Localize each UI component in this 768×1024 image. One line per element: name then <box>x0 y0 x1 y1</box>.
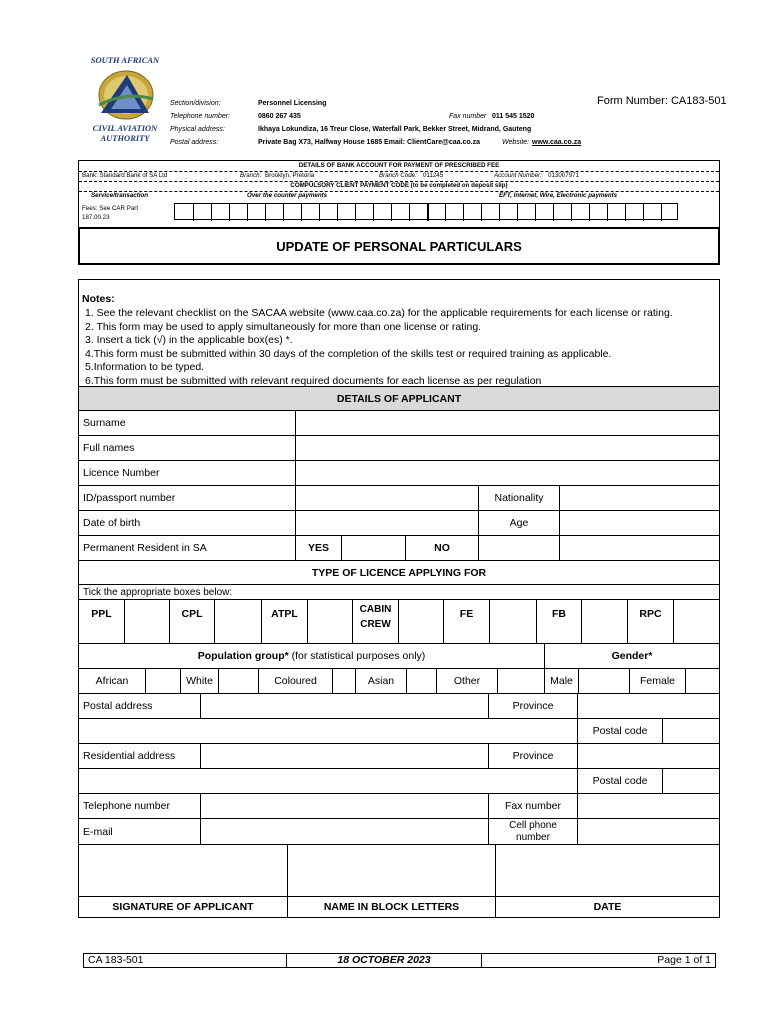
fax-label: Fax number <box>449 113 487 120</box>
asian-checkbox[interactable] <box>407 669 437 694</box>
yes-label: YES <box>296 536 342 561</box>
postal-code-input[interactable] <box>663 719 719 744</box>
payment-code-digit-box[interactable] <box>301 204 302 221</box>
residential-postal-code-label: Postal code <box>578 769 663 794</box>
signature-label: SIGNATURE OF APPLICANT <box>79 897 288 917</box>
permanent-resident-label: Permanent Resident in SA <box>79 536 296 561</box>
resident-blank <box>560 536 719 561</box>
logo-emblem-icon <box>91 65 161 125</box>
title-box <box>78 227 720 265</box>
population-label-bold: Population group* <box>197 650 289 662</box>
payment-code-digit-box[interactable] <box>499 204 500 221</box>
fb-checkbox[interactable] <box>582 600 628 644</box>
no-checkbox[interactable] <box>479 536 560 561</box>
telephone-label: Telephone number <box>79 794 201 819</box>
payment-code-digit-box[interactable] <box>427 204 429 221</box>
option-asian: Asian <box>356 669 407 694</box>
fees-label: Fees: See CAR Part 187.00.23 <box>82 205 139 221</box>
licence-type-cpl: CPL <box>170 600 215 644</box>
branch-code-value: 011245 <box>423 172 444 179</box>
note-item: 4.This form must be submitted within 30 days of the completion of the skills test or required training as applicable. <box>85 347 612 360</box>
notes-list <box>85 307 715 388</box>
ppl-checkbox[interactable] <box>125 600 170 644</box>
cell-phone-label: Cell phone number <box>489 819 578 845</box>
logo-line2: CIVIL AVIATION <box>92 123 158 133</box>
id-passport-label: ID/passport number <box>79 486 296 511</box>
payment-code-digit-box[interactable] <box>211 204 212 221</box>
phone-label: Telephone number: <box>170 113 231 120</box>
atpl-checkbox[interactable] <box>308 600 353 644</box>
coloured-checkbox[interactable] <box>333 669 356 694</box>
postal-code-label: Postal code <box>578 719 663 744</box>
service-label: Service/transaction <box>91 192 149 199</box>
postal-value: Private Bag X73, Halfway House 1685 Email: ClientCare@caa.co.za <box>258 139 480 146</box>
residential-address-input[interactable] <box>201 744 489 769</box>
licence-type-atpl: ATPL <box>262 600 308 644</box>
payment-code-digit-box[interactable] <box>589 204 590 221</box>
phone-value: 0860 267 435 <box>258 113 301 120</box>
licence-number-label: Licence Number <box>79 461 296 486</box>
payment-code-label: COMPULSORY CLIENT PAYMENT CODE (to be completed on deposit slip) <box>79 181 719 192</box>
account-label: Account Number: <box>494 172 542 179</box>
option-coloured: Coloured <box>259 669 333 694</box>
form-number: Form Number: CA183-501 <box>597 95 727 107</box>
licence-instruction: Tick the appropriate boxes below: <box>79 585 719 600</box>
payment-code-digit-box[interactable] <box>643 204 644 221</box>
signature-input[interactable] <box>79 845 288 897</box>
postal-address-label: Postal address <box>79 694 201 719</box>
account-value: 013007971 <box>548 172 579 179</box>
payment-code-digit-box[interactable] <box>265 204 266 221</box>
footer-page: Page 1 of 1 <box>657 954 711 966</box>
no-label: NO <box>406 536 479 561</box>
payment-code-digit-box[interactable] <box>517 204 518 221</box>
fe-checkbox[interactable] <box>490 600 537 644</box>
fax-number-input[interactable] <box>578 794 719 819</box>
licence-type-fe: FE <box>444 600 490 644</box>
residential-address-label: Residential address <box>79 744 201 769</box>
option-white: White <box>181 669 219 694</box>
payment-code-digit-box[interactable] <box>229 204 230 221</box>
payment-code-digit-box[interactable] <box>661 204 662 221</box>
surname-label: Surname <box>79 411 296 436</box>
block-letters-input[interactable] <box>288 845 496 897</box>
physical-value: Ikhaya Lokundiza, 16 Treur Close, Waterfall Park, Bekker Street, Midrand, Gauteng <box>258 126 532 133</box>
postal-address-line2[interactable] <box>79 719 578 744</box>
age-input[interactable] <box>560 511 719 536</box>
licence-type-rpc: RPC <box>628 600 674 644</box>
logo-line3: AUTHORITY <box>100 133 150 143</box>
note-item: 5.Information to be typed. <box>85 361 205 373</box>
email-label: E-mail <box>79 819 201 845</box>
payment-code-digit-box[interactable] <box>391 204 392 221</box>
details-heading: DETAILS OF APPLICANT <box>79 386 719 411</box>
main-form <box>78 279 720 918</box>
nationality-label: Nationality <box>479 486 560 511</box>
counter-label: Over the counter payments <box>247 192 328 199</box>
payment-code-digit-box[interactable] <box>571 204 572 221</box>
dob-label: Date of birth <box>79 511 296 536</box>
postal-address-input[interactable] <box>201 694 489 719</box>
fax-value: 011 545 1520 <box>492 113 535 120</box>
payment-code-digit-box[interactable] <box>553 204 554 221</box>
page-title: UPDATE OF PERSONAL PARTICULARS <box>276 238 522 254</box>
payment-code-digit-box[interactable] <box>625 204 626 221</box>
payment-code-digit-box[interactable] <box>481 204 482 221</box>
payment-code-digit-box[interactable] <box>193 204 194 221</box>
postal-label: Postal address: <box>170 139 219 146</box>
african-checkbox[interactable] <box>146 669 181 694</box>
licence-type-ppl: PPL <box>79 600 125 644</box>
payment-code-digit-box[interactable] <box>607 204 608 221</box>
payment-code-digit-box[interactable] <box>535 204 536 221</box>
payment-code-digit-box[interactable] <box>463 204 464 221</box>
bank-details-box <box>78 160 720 228</box>
full-names-label: Full names <box>79 436 296 461</box>
id-passport-input[interactable] <box>296 486 479 511</box>
yes-checkbox[interactable] <box>342 536 406 561</box>
footer <box>83 953 716 968</box>
payment-code-digit-box[interactable] <box>247 204 248 221</box>
female-checkbox[interactable] <box>686 669 719 694</box>
cabin-crew-checkbox[interactable] <box>399 600 444 644</box>
payment-code-digit-box[interactable] <box>283 204 284 221</box>
payment-code-digit-box[interactable] <box>445 204 446 221</box>
payment-code-digit-box[interactable] <box>319 204 320 221</box>
residential-province-label: Province <box>489 744 578 769</box>
cpl-checkbox[interactable] <box>215 600 262 644</box>
logo <box>85 55 165 145</box>
footer-date: 18 OCTOBER 2023 <box>287 954 482 967</box>
fax-number-label: Fax number <box>489 794 578 819</box>
note-item: 1. See the relevant checklist on the SACAA website (www.caa.co.za) for the applicable requirements for each license or rating. <box>85 307 673 319</box>
branch-label: Branch: <box>240 172 262 179</box>
other-checkbox[interactable] <box>498 669 545 694</box>
postal-province-input[interactable] <box>578 694 719 719</box>
date-label: DATE <box>593 901 622 913</box>
footer-code: CA 183-501 <box>84 954 287 967</box>
notes-heading: Notes: <box>82 293 115 305</box>
branch-code-label: Branch Code: <box>379 172 417 179</box>
branch-value: Brooklyn, Pretoria <box>265 172 315 179</box>
male-checkbox[interactable] <box>579 669 630 694</box>
option-african: African <box>79 669 146 694</box>
gender-female: Female <box>630 669 686 694</box>
eft-label: EFT, Internet, Wire, Electronic payments <box>499 192 618 199</box>
gender-male: Male <box>545 669 579 694</box>
nationality-input[interactable] <box>560 486 719 511</box>
section-label: Section/division: <box>170 100 221 107</box>
payment-code-digit-box[interactable] <box>355 204 356 221</box>
option-other: Other <box>437 669 498 694</box>
population-label <box>79 644 545 669</box>
full-names-input[interactable] <box>296 436 719 461</box>
note-item: 6.This form must be submitted with relevant required documents for each license as per regulation <box>85 374 542 387</box>
email-input[interactable] <box>201 819 489 845</box>
white-checkbox[interactable] <box>219 669 259 694</box>
surname-input[interactable] <box>296 411 719 436</box>
section-value: Personnel Licensing <box>258 100 327 107</box>
population-label-rest: (for statistical purposes only) <box>288 650 426 662</box>
residential-province-input[interactable] <box>578 744 719 769</box>
rpc-checkbox[interactable] <box>674 600 719 644</box>
logo-line1: SOUTH AFRICAN <box>90 55 160 65</box>
payment-code-digit-box[interactable] <box>373 204 374 221</box>
website-label: Website: <box>502 139 530 146</box>
website-link[interactable]: www.caa.co.za <box>532 139 582 146</box>
residential-postal-code-input[interactable] <box>663 769 719 794</box>
telephone-input[interactable] <box>201 794 489 819</box>
licence-type-cabin-crew: CABIN CREW <box>353 600 399 644</box>
cell-phone-input[interactable] <box>578 819 719 845</box>
payment-code-digit-box[interactable] <box>409 204 410 221</box>
note-item: 2. This form may be used to apply simultaneously for more than one license or rating. <box>85 320 482 333</box>
payment-code-digit-box[interactable] <box>337 204 338 221</box>
age-label: Age <box>479 511 560 536</box>
residential-address-line2[interactable] <box>79 769 578 794</box>
gender-label: Gender* <box>545 644 719 669</box>
licence-type-fb: FB <box>537 600 582 644</box>
physical-label: Physical address: <box>170 126 225 133</box>
bank-name: Bank: Standard Bank of SA Ltd <box>82 172 168 179</box>
payment-code-boxes[interactable] <box>174 203 678 220</box>
note-item: 3. Insert a tick (√) in the applicable box(es) *. <box>85 334 293 346</box>
licence-heading: TYPE OF LICENCE APPLYING FOR <box>79 561 719 585</box>
block-letters-label: NAME IN BLOCK LETTERS <box>288 897 496 917</box>
bank-title: DETAILS OF BANK ACCOUNT FOR PAYMENT OF PRESCRIBED FEE <box>79 161 719 172</box>
dob-input[interactable] <box>296 511 479 536</box>
payment-heading-row <box>79 191 719 201</box>
postal-province-label: Province <box>489 694 578 719</box>
licence-number-input[interactable] <box>296 461 719 486</box>
date-input[interactable] <box>496 845 719 897</box>
